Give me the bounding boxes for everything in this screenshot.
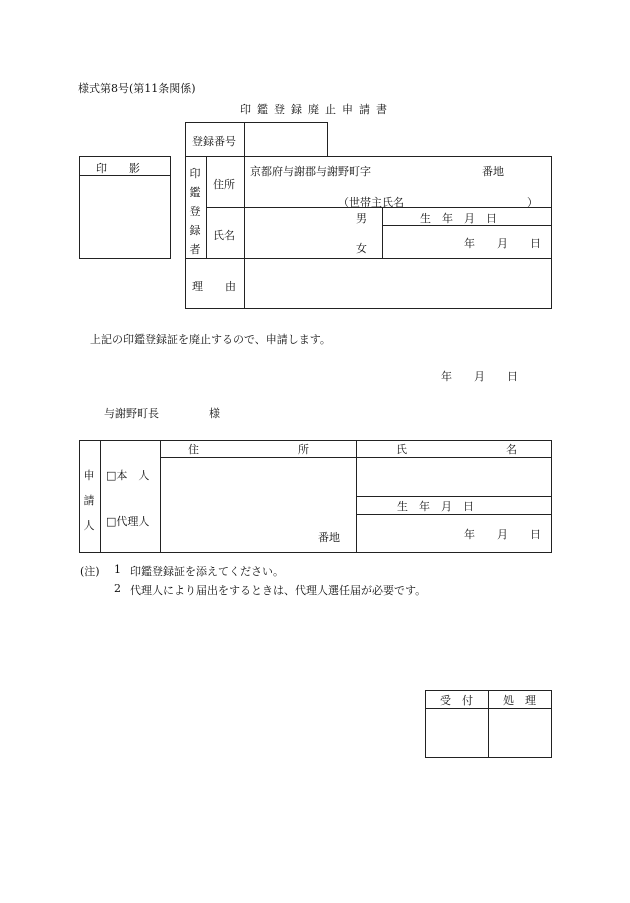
note-2-number: 2 — [114, 582, 121, 595]
form-title: 印鑑登録廃止申請書 — [240, 103, 393, 116]
note-1-number: 1 — [114, 563, 121, 576]
applicant-label: 申 請 人 — [83, 469, 95, 532]
form-code: 様式第8号(第11条関係) — [78, 82, 196, 95]
processing-label: 処 理 — [503, 694, 536, 707]
household-head-label: （世帯主氏名 — [338, 196, 404, 209]
agent-option[interactable]: □代理人 — [106, 515, 150, 528]
male-option[interactable]: 男 — [356, 212, 367, 225]
birth-ymd: 年 月 日 — [464, 237, 541, 250]
banchi-label: 番地 — [482, 165, 504, 178]
applicant-birth-ymd: 年 月 日 — [464, 528, 541, 541]
female-option[interactable]: 女 — [356, 242, 367, 255]
registrant-label: 印 鑑 登 録 者 — [189, 167, 201, 256]
reg-number-label: 登録番号 — [192, 135, 236, 148]
received-label: 受 付 — [440, 694, 473, 707]
name-label: 氏名 — [213, 229, 235, 242]
honorific: 様 — [209, 407, 220, 420]
reason-label: 理 由 — [192, 280, 236, 293]
applicant-name-header: 氏 名 — [396, 443, 517, 456]
note-1: 印鑑登録証を添えてください。 — [130, 565, 284, 578]
recipient: 与謝野町長 — [104, 407, 159, 420]
applicant-banchi: 番地 — [318, 531, 340, 544]
statement: 上記の印鑑登録証を廃止するので、申請します。 — [90, 333, 331, 346]
household-head-close: ） — [527, 196, 538, 209]
notes-label: (注) — [80, 565, 100, 578]
birth-header: 生 年 月 日 — [420, 212, 497, 225]
seal-image-label: 印 影 — [96, 162, 140, 175]
note-2: 代理人により届出をするときは、代理人選任届が必要です。 — [130, 584, 427, 597]
address-prefix: 京都府与謝郡与謝野町字 — [250, 165, 371, 178]
address-label: 住所 — [213, 178, 235, 191]
self-option[interactable]: □本 人 — [106, 469, 150, 482]
reason-field[interactable] — [250, 270, 545, 300]
applicant-birth-header: 生 年 月 日 — [397, 500, 474, 513]
applicant-address-header: 住 所 — [188, 443, 309, 456]
date-ymd: 年 月 日 — [441, 370, 518, 383]
